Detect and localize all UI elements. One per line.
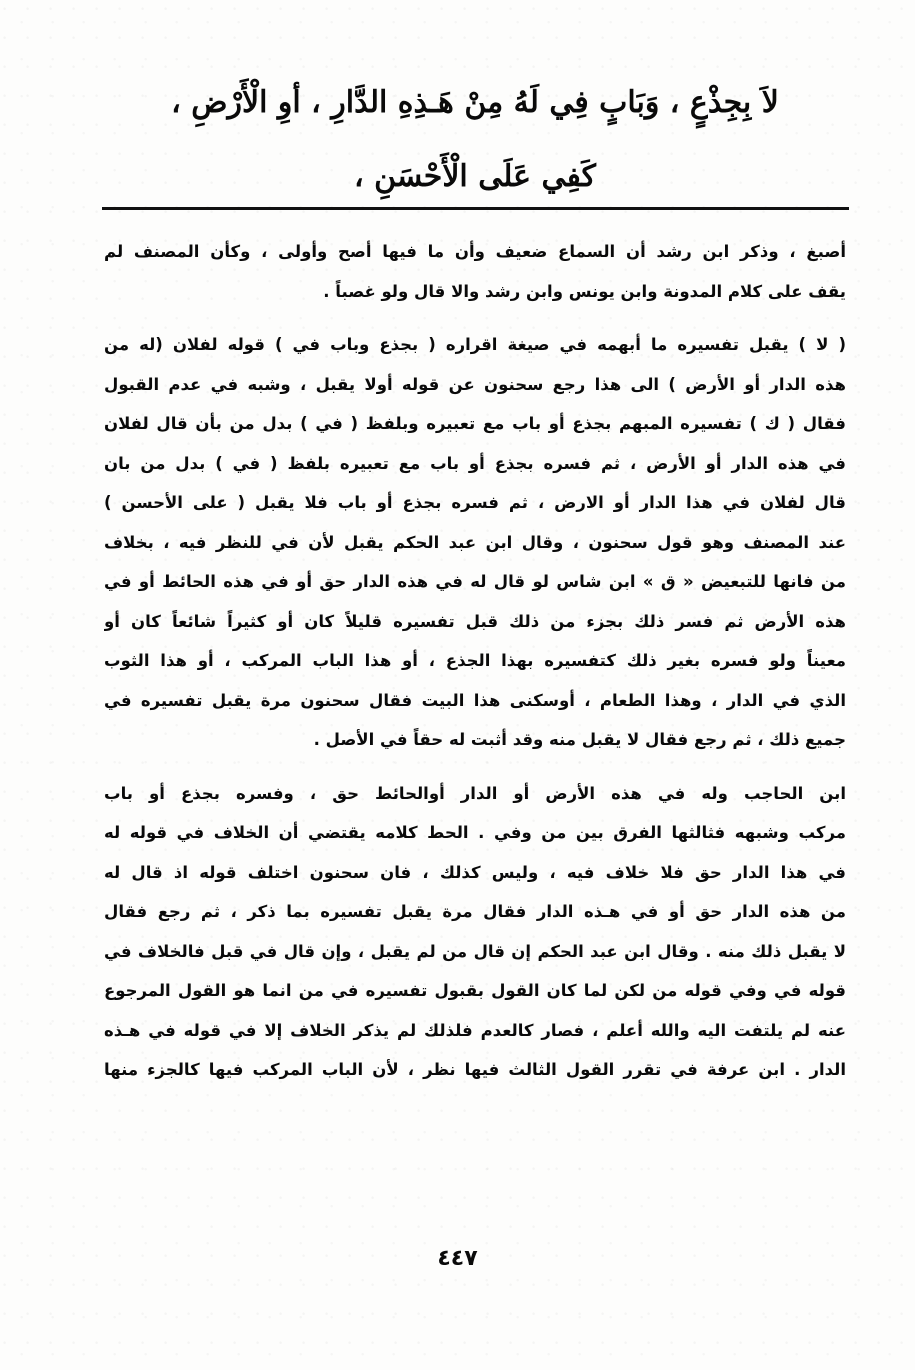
text-line: في هذه الدار أو الأرض ، ثم فسره بجذع أو باب مع تعبيره بلفظ ( في ) بدل من بان — [104, 453, 846, 473]
page-number: ٤٤٧ — [437, 1246, 478, 1271]
header-divider — [102, 207, 849, 210]
text-line: معيناً ولو فسره بغير ذلك كتفسيره بهذا الجذع ، أو هذا الباب المركب ، أو هذا الثوب — [104, 651, 846, 670]
text-line: من فانها للتبعيض « ق » ابن شاس لو قال له في هذه الدار حق أو في هذه الحائط أو في — [104, 572, 846, 591]
text-line: قال لفلان في هذا الدار أو الارض ، ثم فسره بجذع أو باب فلا يقبل ( على الأحسن ) — [104, 493, 846, 512]
text-line: الذي في الدار ، وهذا الطعام ، أوسكنى هذا البيت فقال سحنون مرة يقبل تفسيره في — [104, 690, 846, 710]
text-line: جميع ذلك ، ثم رجع فقال لا يقبل منه وقد أثبت له حقاً في الأصل . — [313, 730, 846, 749]
verse-line-1: لاَ بِجِذْعٍ ، وَبَابٍ فِي لَهُ مِنْ هَـذِهِ الدَّارِ ، أوِ الْأَرْضِ ، — [171, 85, 779, 120]
text-line: قوله في وفي قوله من لكن لما كان القول بقبول تفسيره في من انما هو القول المرجوع — [104, 981, 846, 1000]
text-line: فقال ( ك ) تفسيره المبهم بجذع أو باب مع تعبيره وبلفظ ( في ) بدل من بأن قال لفلان — [104, 414, 846, 433]
verse-header — [100, 66, 850, 214]
text-line: هذه الدار أو الأرض ) الى هذا رجع سحنون عن قوله أولا يقبل ، وشبه في عدم القبول — [104, 374, 846, 394]
text-line: ( لا ) يقبل تفسيره ما أبهمه في صيغة اقراره ( بجذع وباب في ) قوله لفلان (له من — [104, 335, 846, 354]
text-line: الدار . ابن عرفة في تقرر القول الثالث فيها نظر ، لأن الباب المركب فيها كالجزء منها — [104, 1060, 846, 1079]
text-line: عند المصنف وهو قول سحنون ، وقال ابن عبد الحكم يقبل لأن في للنظر فيه ، بخلاف — [104, 532, 846, 552]
paragraph-2 — [104, 325, 846, 760]
text-line: في هذا الدار حق فلا خلاف فيه ، وليس كذلك ، فان سحنون اختلف قوله اذ قال له — [104, 862, 846, 882]
text-line: مركب وشبهه فثالثها الفرق بين من وفي . الحط كلامه يقتضي أن الخلاف في قوله له — [104, 823, 846, 842]
paragraph-1 — [104, 232, 846, 311]
text-line: أصبغ ، وذكر ابن رشد أن السماع ضعيف وأن ما فيها أصح وأولى ، وكأن المصنف لم — [104, 242, 846, 261]
paragraph-3 — [104, 774, 846, 1090]
verse-line-2: كَفِي عَلَى الْأَحْسَنِ ، — [354, 159, 596, 194]
text-line: هذه الأرض ثم فسر ذلك بجزء من ذلك قبل تفسيره قليلاً كان أو كثيراً شائعاً كان أو — [104, 611, 846, 631]
text-line: يقف على كلام المدونة وابن يونس وابن رشد والا قال ولو غصباً . — [323, 281, 846, 301]
text-line: عنه لم يلتفت اليه والله أعلم ، فصار كالعدم فلذلك لم يذكر الخلاف إلا في قوله في هـذه — [104, 1020, 846, 1040]
text-line: من هذه الدار حق أو في هـذه الدار فقال مرة يقبل تفسيره بما ذكر ، ثم رجع فقال — [104, 902, 846, 921]
text-line: لا يقبل ذلك منه . وقال ابن عبد الحكم إن قال من لم يقبل ، وإن قال في قبل فالخلاف في — [104, 941, 846, 961]
text-line: ابن الحاجب وله في هذه الأرض أو الدار أوالحائط حق ، وفسره بجذع أو باب — [104, 783, 846, 803]
commentary-body — [104, 232, 846, 1090]
